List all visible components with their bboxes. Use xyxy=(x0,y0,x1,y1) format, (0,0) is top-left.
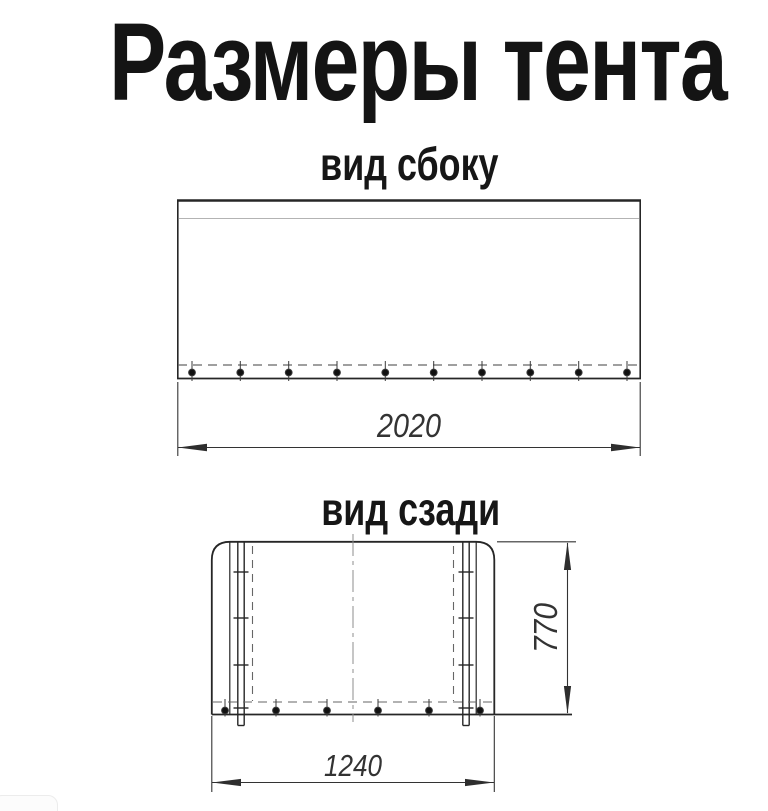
right-strap xyxy=(459,542,474,726)
grommet-dot xyxy=(237,369,244,376)
side-view-label: вид сбоку xyxy=(319,138,499,190)
grommet-dot xyxy=(477,707,484,714)
grommet-dot xyxy=(273,707,280,714)
dimension-arrow-right xyxy=(611,444,640,451)
grommet-dot xyxy=(430,369,437,376)
rear-width-value: 1240 xyxy=(324,748,382,783)
page-title: Размеры тента xyxy=(109,1,727,124)
grommet-dot xyxy=(575,369,582,376)
dimension-arrow-right xyxy=(465,779,494,786)
rear-height-value: 770 xyxy=(527,597,564,653)
grommet-dot xyxy=(426,707,433,714)
grommet-dot xyxy=(285,369,292,376)
rear-view-label: вид сзади xyxy=(321,483,501,535)
bottom-left-corner-widget xyxy=(0,795,58,811)
grommet-dot xyxy=(375,707,382,714)
grommet-dot xyxy=(624,369,631,376)
rear-width-dimension xyxy=(212,716,495,792)
side-width-value: 2020 xyxy=(376,407,442,444)
dimension-arrow-left xyxy=(212,779,241,786)
grommet-dot xyxy=(382,369,389,376)
side-view-drawing xyxy=(177,200,641,457)
grommet-dot xyxy=(222,707,229,714)
dimension-arrow-down xyxy=(564,686,571,714)
grommet-dot xyxy=(324,707,331,714)
left-strap xyxy=(234,542,249,726)
grommet-dot xyxy=(479,369,486,376)
grommet-dot xyxy=(334,369,341,376)
side-view-width-dimension xyxy=(178,382,640,456)
grommet-dot xyxy=(527,369,534,376)
dimension-arrow-left xyxy=(178,444,207,451)
rear-height-dimension xyxy=(497,542,576,714)
grommet-dot xyxy=(189,369,196,376)
rear-view-drawing xyxy=(212,534,576,792)
dimension-arrow-up xyxy=(564,542,571,570)
